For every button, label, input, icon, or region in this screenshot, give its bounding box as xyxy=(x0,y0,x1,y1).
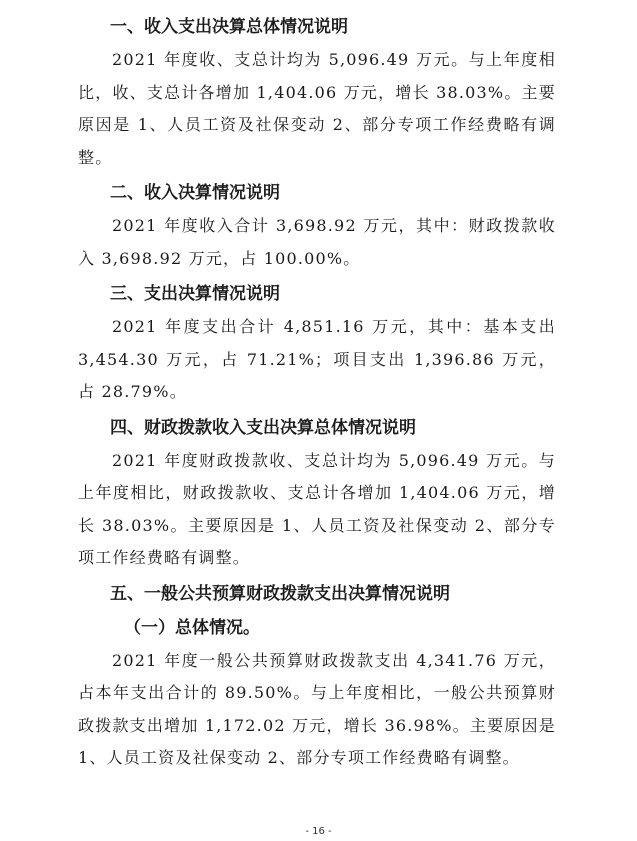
page-number: - 16 - xyxy=(305,826,332,837)
document-page xyxy=(78,10,556,775)
section-5-heading: 五、一般公共预算财政拨款支出决算情况说明 xyxy=(110,583,450,604)
section-5-subheading: （一）总体情况。 xyxy=(124,617,260,638)
section-3-heading: 三、支出决算情况说明 xyxy=(110,284,280,304)
section-1-paragraph: 2021 年度收、支总计均为 5,096.49 万元。与上年度相比，收、支总计各增加 1,404.06 万元，增长 38.03%。主要原因是 1、人员工资及社保变动 2、部分专项工作经费略有调整。 xyxy=(78,50,556,167)
section-1-heading: 一、收入支出决算总体情况说明 xyxy=(110,17,348,37)
section-2-paragraph: 2021 年度收入合计 3,698.92 万元，其中：财政拨款收入 3,698.92 万元，占 100.00%。 xyxy=(78,216,556,268)
section-3-paragraph: 2021 年度支出合计 4,851.16 万元，其中：基本支出 3,454.30 万元，占 71.21%；项目支出 1,396.86 万元，占 28.79%。 xyxy=(78,317,556,401)
section-4-heading: 四、财政拨款收入支出决算总体情况说明 xyxy=(110,417,416,438)
section-5-paragraph: 2021 年度一般公共预算财政拨款支出 4,341.76 万元，占本年支出合计的 89.50%。与上年度相比，一般公共预算财政拨款支出增加 1,172.02 万元，增长 36.98%。主要原因是 1、人员工资及社保变动 2、部分专项工作经费略有调整。 xyxy=(78,650,556,767)
section-4-paragraph: 2021 年度财政拨款收、支总计均为 5,096.49 万元。与上年度相比，财政拨款收、支总计各增加 1,404.06 万元，增长 38.03%。主要原因是 1、人员工资及社保变动 2、部分专项工作经费略有调整。 xyxy=(78,450,556,567)
section-2-heading: 二、收入决算情况说明 xyxy=(110,183,280,203)
